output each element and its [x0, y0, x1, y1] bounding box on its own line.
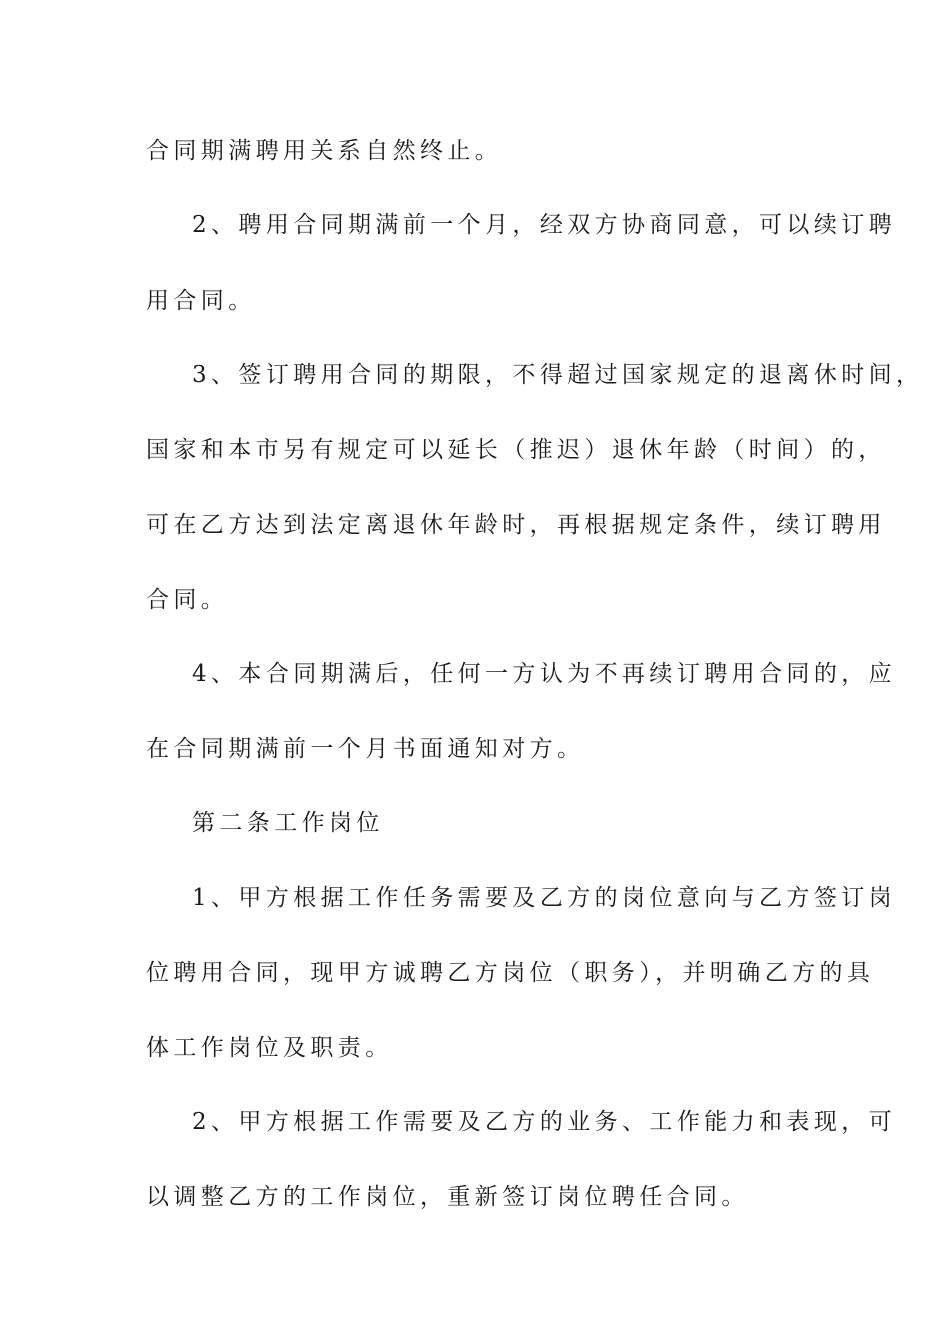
paragraph-line: 4、本合同期满后，任何一方认为不再续订聘用合同的，应 [192, 661, 897, 687]
paragraph-line: 1、甲方根据工作任务需要及乙方的岗位意向与乙方签订岗 [192, 885, 897, 911]
paragraph-line: 2、聘用合同期满前一个月，经双方协商同意，可以续订聘 [192, 212, 897, 238]
paragraph-line: 位聘用合同，现甲方诚聘乙方岗位（职务），并明确乙方的具 [146, 960, 875, 986]
paragraph-line: 2、甲方根据工作需要及乙方的业务、工作能力和表现，可 [192, 1109, 897, 1135]
paragraph-line: 用合同。 [146, 288, 256, 314]
paragraph-line: 以调整乙方的工作岗位，重新签订岗位聘任合同。 [146, 1184, 749, 1210]
paragraph-line: 国家和本市另有规定可以延长（推迟）退休年龄（时间）的， [146, 437, 886, 463]
paragraph-line: 在合同期满前一个月书面通知对方。 [146, 736, 585, 762]
paragraph-line: 可在乙方达到法定离退休年龄时，再根据规定条件，续订聘用 [146, 512, 886, 538]
paragraph-line: 体工作岗位及职责。 [146, 1035, 393, 1061]
paragraph-line: 3、签订聘用合同的期限，不得超过国家规定的退离休时间， [192, 362, 924, 388]
section-heading: 第二条工作岗位 [192, 810, 384, 836]
paragraph-line: 合同期满聘用关系自然终止。 [146, 138, 503, 164]
paragraph-line: 合同。 [146, 587, 229, 613]
